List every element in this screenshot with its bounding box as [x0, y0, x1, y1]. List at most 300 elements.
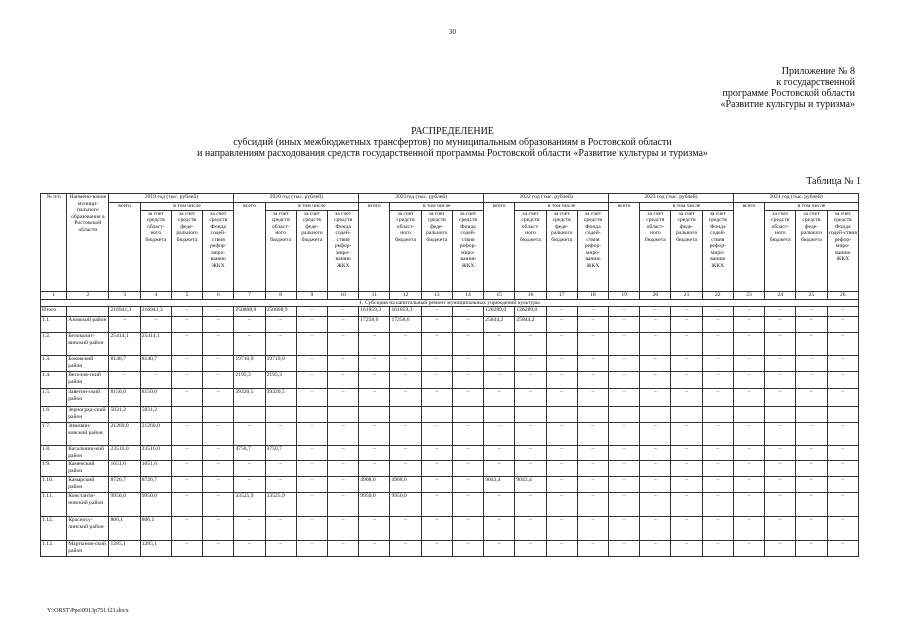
row-value: –: [140, 372, 171, 389]
row-value: –: [515, 333, 546, 356]
header-source: за счет средств област-ного бюджета: [640, 210, 671, 291]
row-value: –: [827, 317, 858, 333]
row-municipality: Зерноград-ский район: [67, 407, 109, 423]
row-number: 1.8.: [41, 446, 67, 461]
row-value: 126289,0: [484, 307, 515, 317]
row-value: –: [827, 356, 858, 372]
row-value: –: [671, 541, 702, 557]
row-value: –: [640, 317, 671, 333]
row-value: –: [421, 461, 452, 477]
row-value: –: [328, 372, 359, 389]
row-municipality: Заветин-ский район: [67, 389, 109, 407]
row-value: 8150,0: [140, 389, 171, 407]
row-value: 8150,0: [109, 389, 140, 407]
row-value: –: [359, 423, 390, 446]
row-municipality: [67, 307, 109, 317]
row-value: –: [328, 333, 359, 356]
annex-line: к государственной: [776, 77, 855, 88]
row-value: –: [484, 446, 515, 461]
row-value: –: [328, 517, 359, 541]
row-value: –: [171, 517, 202, 541]
column-number: 12: [390, 291, 421, 299]
column-number: 6: [203, 291, 234, 299]
row-value: –: [484, 333, 515, 356]
row-value: –: [546, 307, 577, 317]
column-number: 22: [702, 291, 733, 299]
row-value: –: [796, 446, 827, 461]
row-value: –: [171, 541, 202, 557]
row-value: –: [203, 307, 234, 317]
row-value: 21260,0: [109, 423, 140, 446]
row-value: –: [671, 477, 702, 493]
row-value: –: [171, 356, 202, 372]
row-value: –: [702, 477, 733, 493]
row-value: –: [390, 461, 421, 477]
row-value: [171, 407, 202, 423]
row-value: [390, 407, 421, 423]
header-source: за счет средств феде-рального бюджета: [171, 210, 202, 291]
row-value: –: [546, 461, 577, 477]
row-value: –: [827, 389, 858, 407]
row-value: 33525,9: [265, 493, 296, 517]
column-number: 4: [140, 291, 171, 299]
row-value: –: [671, 333, 702, 356]
title-subline: и направлениям расходования средств государственной программы Ростовской области «Развитие культуры и туризма»: [197, 148, 708, 159]
row-municipality: Красносу-линский район: [67, 517, 109, 541]
row-value: [515, 407, 546, 423]
row-value: [546, 407, 577, 423]
row-value: [827, 407, 858, 423]
row-value: –: [484, 356, 515, 372]
row-value: –: [359, 372, 390, 389]
row-value: –: [733, 493, 764, 517]
row-value: –: [546, 356, 577, 372]
page-number: 30: [449, 28, 456, 36]
row-value: –: [171, 317, 202, 333]
row-value: 5031,2: [109, 407, 140, 423]
row-value: –: [702, 356, 733, 372]
annex-block: [635, 66, 855, 110]
row-value: 161859,3: [390, 307, 421, 317]
row-value: –: [577, 423, 608, 446]
row-municipality: Боковский район: [67, 356, 109, 372]
row-value: –: [421, 541, 452, 557]
row-number: 1.6.: [41, 407, 67, 423]
row-value: –: [609, 517, 640, 541]
row-value: [671, 407, 702, 423]
row-value: –: [577, 493, 608, 517]
row-value: –: [796, 356, 827, 372]
row-value: –: [390, 446, 421, 461]
row-value: –: [390, 372, 421, 389]
header-including: в том числе: [390, 203, 484, 211]
header-including: в том числе: [640, 203, 734, 211]
row-value: –: [484, 372, 515, 389]
row-value: –: [765, 493, 796, 517]
row-value: 4908,6: [359, 477, 390, 493]
row-value: –: [702, 389, 733, 407]
row-municipality: Веселов-ский район: [67, 372, 109, 389]
row-value: –: [328, 307, 359, 317]
row-value: –: [796, 541, 827, 557]
row-value: –: [733, 541, 764, 557]
row-value: –: [421, 446, 452, 461]
row-value: 21260,0: [140, 423, 171, 446]
row-value: –: [515, 446, 546, 461]
row-value: –: [359, 389, 390, 407]
row-value: –: [702, 517, 733, 541]
row-value: [265, 407, 296, 423]
header-including: в том числе: [515, 203, 609, 211]
row-value: 806,1: [140, 517, 171, 541]
row-municipality: Камарский район: [67, 477, 109, 493]
row-value: –: [328, 317, 359, 333]
column-number: 2: [67, 291, 109, 299]
row-value: –: [452, 356, 483, 372]
row-number: 1.5.: [41, 389, 67, 407]
row-number: 1.12.: [41, 517, 67, 541]
row-value: –: [796, 372, 827, 389]
row-value: –: [296, 372, 327, 389]
row-value: [577, 407, 608, 423]
row-value: –: [796, 493, 827, 517]
header-source: за счет средств феде-рального бюджета: [546, 210, 577, 291]
row-value: –: [234, 541, 265, 557]
row-value: –: [702, 372, 733, 389]
row-value: –: [109, 317, 140, 333]
row-value: –: [671, 517, 702, 541]
row-number: 1.4.: [41, 372, 67, 389]
row-value: –: [421, 493, 452, 517]
column-number: 20: [640, 291, 671, 299]
row-value: –: [452, 333, 483, 356]
header-including: в том числе: [140, 203, 234, 211]
row-value: –: [577, 477, 608, 493]
header-col-name: Наимено-вание муници-пального образования в Ростовской области: [67, 194, 109, 292]
row-value: 25414,1: [140, 333, 171, 356]
table-row: [41, 317, 859, 333]
row-value: –: [640, 423, 671, 446]
header-source: за счет средств Фонда содей-ствия рефор-миро-ванию ЖКХ: [203, 210, 234, 291]
row-value: 216941,3: [140, 307, 171, 317]
row-value: –: [796, 333, 827, 356]
row-value: 1285,1: [140, 541, 171, 557]
row-value: –: [671, 372, 702, 389]
row-number: 1.11.: [41, 493, 67, 517]
row-value: –: [203, 356, 234, 372]
column-number: 8: [265, 291, 296, 299]
row-value: –: [640, 461, 671, 477]
row-value: –: [390, 333, 421, 356]
row-value: 33525,9: [234, 493, 265, 517]
row-value: –: [515, 372, 546, 389]
row-value: –: [484, 517, 515, 541]
row-value: 250808,9: [234, 307, 265, 317]
row-value: 9043,4: [515, 477, 546, 493]
row-value: [421, 407, 452, 423]
row-value: –: [733, 423, 764, 446]
row-value: –: [265, 541, 296, 557]
table-row: [41, 407, 859, 423]
row-value: –: [671, 317, 702, 333]
section-title: 1. Субсидия на капитальный ремонт муниципальных учреждений культуры: [41, 299, 859, 307]
row-value: –: [577, 356, 608, 372]
column-number: 9: [296, 291, 327, 299]
header-source: за счет средств Фонда содей-ствия рефор-миро-ванию ЖКХ: [328, 210, 359, 291]
row-value: –: [640, 541, 671, 557]
row-value: [484, 407, 515, 423]
row-value: –: [609, 356, 640, 372]
header-including: в том числе: [765, 203, 859, 211]
column-number: 18: [577, 291, 608, 299]
row-value: –: [515, 517, 546, 541]
row-value: –: [733, 356, 764, 372]
table-row: [41, 541, 859, 557]
row-municipality: Зимовни-ковский район: [67, 423, 109, 446]
row-value: –: [577, 517, 608, 541]
column-number: 16: [515, 291, 546, 299]
row-value: –: [328, 477, 359, 493]
row-value: –: [796, 461, 827, 477]
row-value: –: [296, 541, 327, 557]
row-value: –: [171, 307, 202, 317]
row-value: –: [203, 333, 234, 356]
row-value: –: [577, 541, 608, 557]
row-value: –: [484, 423, 515, 446]
row-value: –: [296, 446, 327, 461]
row-value: 23516,0: [140, 446, 171, 461]
row-value: –: [109, 372, 140, 389]
row-value: –: [171, 372, 202, 389]
row-value: –: [640, 356, 671, 372]
row-value: –: [452, 372, 483, 389]
row-value: 161859,3: [359, 307, 390, 317]
row-number: 1.10.: [41, 477, 67, 493]
row-value: –: [796, 307, 827, 317]
column-numbers-row: [41, 291, 859, 299]
row-value: –: [546, 333, 577, 356]
column-number: 25: [796, 291, 827, 299]
header-year: 2020 год (тыс. рублей): [234, 194, 359, 203]
row-value: 9950,0: [140, 493, 171, 517]
row-value: 806,1: [109, 517, 140, 541]
row-value: –: [421, 333, 452, 356]
row-value: 19710,9: [234, 356, 265, 372]
row-value: –: [827, 307, 858, 317]
row-value: –: [765, 307, 796, 317]
row-value: –: [827, 541, 858, 557]
row-value: [452, 407, 483, 423]
row-value: 4908,6: [390, 477, 421, 493]
table-row: [41, 446, 859, 461]
header-source: за счет средств област-ного бюджета: [765, 210, 796, 291]
row-value: –: [577, 372, 608, 389]
row-value: –: [546, 477, 577, 493]
row-value: –: [390, 541, 421, 557]
row-value: –: [452, 493, 483, 517]
row-value: –: [671, 423, 702, 446]
row-value: –: [827, 333, 858, 356]
row-value: –: [265, 461, 296, 477]
row-value: –: [328, 446, 359, 461]
row-value: –: [421, 372, 452, 389]
header-source: за счет средств Фонда содей-ствия рефор-миро-ванию ЖКХ: [577, 210, 608, 291]
row-value: –: [203, 446, 234, 461]
row-value: –: [421, 477, 452, 493]
header-total: всего: [733, 203, 764, 292]
row-value: 9043,4: [484, 477, 515, 493]
row-value: –: [203, 461, 234, 477]
row-value: 25844,2: [484, 317, 515, 333]
row-value: –: [765, 389, 796, 407]
row-value: 1285,1: [109, 541, 140, 557]
row-value: –: [390, 423, 421, 446]
row-municipality: Мартынов-ский район: [67, 541, 109, 557]
row-value: –: [671, 461, 702, 477]
row-value: –: [421, 307, 452, 317]
row-value: –: [203, 477, 234, 493]
column-number: 3: [109, 291, 140, 299]
row-value: –: [733, 372, 764, 389]
row-value: –: [733, 477, 764, 493]
row-value: –: [421, 423, 452, 446]
row-value: –: [765, 541, 796, 557]
row-value: –: [515, 356, 546, 372]
row-value: –: [702, 317, 733, 333]
row-value: –: [609, 389, 640, 407]
row-value: –: [827, 461, 858, 477]
row-value: –: [733, 333, 764, 356]
column-number: 21: [671, 291, 702, 299]
header-col-num: № п/п: [41, 194, 67, 292]
row-value: –: [640, 372, 671, 389]
row-value: 1651,6: [109, 461, 140, 477]
column-number: 5: [171, 291, 202, 299]
row-value: 9950,0: [359, 493, 390, 517]
row-value: 2195,3: [265, 372, 296, 389]
row-value: –: [733, 446, 764, 461]
row-value: –: [421, 317, 452, 333]
annex-line: программе Ростовской области: [722, 88, 855, 99]
row-value: –: [546, 317, 577, 333]
row-value: –: [609, 372, 640, 389]
row-value: –: [265, 423, 296, 446]
row-value: –: [390, 389, 421, 407]
table-row: [41, 423, 859, 446]
header-including: в том числе: [265, 203, 359, 211]
table-row: [41, 493, 859, 517]
header-year: 2019 год (тыс. рублей): [109, 194, 234, 203]
row-value: –: [796, 317, 827, 333]
row-value: –: [265, 477, 296, 493]
title-subline: субсидий (иных межбюджетных трансфертов) по муниципальным образованиям в Ростовской области: [233, 137, 672, 148]
row-value: 19710,9: [265, 356, 296, 372]
row-value: 39320,5: [234, 389, 265, 407]
row-value: –: [328, 423, 359, 446]
row-value: [296, 407, 327, 423]
row-value: –: [827, 493, 858, 517]
row-value: –: [296, 477, 327, 493]
row-value: –: [421, 356, 452, 372]
row-value: –: [421, 517, 452, 541]
row-value: –: [609, 446, 640, 461]
row-value: –: [390, 356, 421, 372]
row-value: –: [765, 517, 796, 541]
row-number: 1.1.: [41, 317, 67, 333]
column-number: 15: [484, 291, 515, 299]
row-value: [234, 407, 265, 423]
column-number: 24: [765, 291, 796, 299]
header-source: за счет средств Фонда содей-ствия рефор-миро-ванию ЖКХ: [452, 210, 483, 291]
row-municipality: Азовский район: [67, 317, 109, 333]
row-value: –: [359, 517, 390, 541]
row-value: [702, 407, 733, 423]
row-value: –: [702, 541, 733, 557]
row-value: 9950,0: [109, 493, 140, 517]
row-value: –: [515, 423, 546, 446]
row-value: –: [452, 317, 483, 333]
row-value: –: [484, 541, 515, 557]
table-row: [41, 389, 859, 407]
row-value: –: [765, 356, 796, 372]
row-value: –: [452, 446, 483, 461]
row-municipality: Кагальниц-кий район: [67, 446, 109, 461]
row-value: [203, 407, 234, 423]
row-value: –: [515, 493, 546, 517]
row-value: –: [359, 333, 390, 356]
row-value: 39320,5: [265, 389, 296, 407]
header-year: 2023 год (тыс. рублей): [609, 194, 734, 203]
row-value: [796, 407, 827, 423]
row-value: –: [234, 317, 265, 333]
row-value: –: [171, 389, 202, 407]
row-value: 126289,0: [515, 307, 546, 317]
row-value: –: [484, 461, 515, 477]
file-path-footer: Y:\ORST\Ppo\0913p751.f21.docx: [47, 608, 129, 614]
row-value: 5031,2: [140, 407, 171, 423]
row-value: –: [671, 493, 702, 517]
row-value: –: [702, 333, 733, 356]
row-value: –: [733, 317, 764, 333]
row-value: –: [577, 461, 608, 477]
row-value: –: [640, 307, 671, 317]
row-value: –: [671, 389, 702, 407]
row-value: –: [296, 517, 327, 541]
row-value: –: [702, 461, 733, 477]
row-value: –: [702, 493, 733, 517]
column-number: 11: [359, 291, 390, 299]
row-value: –: [452, 517, 483, 541]
table-label: Таблица № 1: [806, 176, 861, 187]
row-value: –: [515, 541, 546, 557]
row-number: 1.2.: [41, 333, 67, 356]
row-value: 9950,0: [390, 493, 421, 517]
row-value: –: [640, 493, 671, 517]
row-value: –: [609, 307, 640, 317]
header-source: за счет средств област-ного бюджета: [140, 210, 171, 291]
row-value: –: [203, 423, 234, 446]
header-source: за счет средств област-ного бюджета: [390, 210, 421, 291]
row-value: –: [234, 333, 265, 356]
row-value: –: [609, 333, 640, 356]
row-value: –: [765, 446, 796, 461]
row-value: 8140,7: [140, 356, 171, 372]
row-value: –: [452, 477, 483, 493]
row-value: –: [546, 446, 577, 461]
header-total: всего: [609, 203, 640, 292]
row-value: –: [796, 389, 827, 407]
row-number: 1.9.: [41, 461, 67, 477]
